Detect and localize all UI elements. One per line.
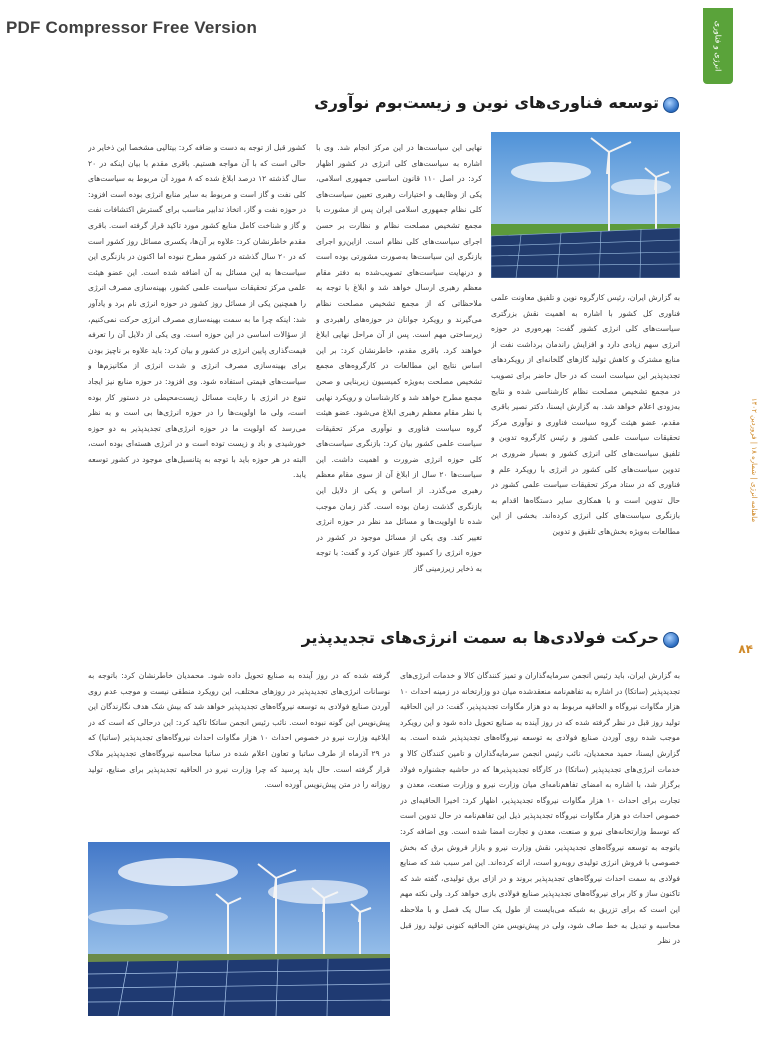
- globe-icon: [663, 97, 679, 113]
- article1-column-right: [491, 290, 680, 621]
- article1-left-text: کشور قبل از توجه به دست و ضافه کرد: بیتالیی مشخصا این ذخایر در حالی است که با آن مواجه هستیم. باقری مقدم با بیان اینکه در ۲۰ سال گذشته ۱۲ درصد ابلاغ شده که ۸ مورد آن مربوط به سیاست‌های کلی نفت و گاز است و مربوط به سایر منابع انرژی بوده است افزود: در حوزه نفت و گاز، اتخاذ تدابیر مناسب برای گسترش اکتشافات نفت و گاز و شناخت کامل منابع کشور مورد تاکید قرار گرفته است. باقری مقدم خاطرنشان کرد: علاوه بر آن‌ها، یکسری مسائل روز کشور است که در ۲۰ سال گذشته در کشور مطرح نبوده اما اکنون در بازنگری این سیاست‌ها به این مسائل به آن اضافه شده است. این عضو هیئت علمی مرکز تحقیقات سیاست علمی کشور، بهینه‌سازی مصرف انرژی را همچنین یکی از مسائل روز کشور در حوزه انرژی نام برد و یادآور شد: اینکه چرا ما به سمت بهینه‌سازی مصرف انرژی حرکت نمی‌کنیم، از سؤالات اساسی در این حوزه است. وی یکی از دلایل آن را تعرفه قیمت‌گذاری پایین انرژی در کشور و بیان کرد: باید علاوه بر ناچیز بودن برای بهینه‌سازی مصرف انرژی و شدت انرژی از مکانیزم‌ها و سیاست‌های قیمتی استفاده شود. وی افزود: در حوزه منابع نیز ایجاد تنوع در انرژی با رعایت مسائل زیست‌محیطی در دستور کار بوده است، ولی ما اولویت‌ها را در حوزه انرژی‌ها بی است و به نظر می‌رسد که اولویت ما در حوزه انرژی‌های تجدیدپذیر به دو حوزه خورشیدی و باد و زیست توده است و در انرژی هسته‌ای بوده است، البته در هر حوزه باید با توجه به پتانسیل‌های موجود در کشور توسعه یابد.: [88, 143, 306, 480]
- article1-right-text: به گزارش ایران، رئیس کارگروه نوین و تلفیق معاونت علمی فناوری کل کشور با اشاره به اهمیت نقش بزرگتری سیاست‌های کلی انرژی کشور گفت: بهره‌وری در حوزه انرژی سهم زیادی دارد و افزایش راندمان برداشت نفت از منابع مشترک و کاهش تولید گازهای گلخانه‌ای از رویکردهای تجدیدپذیر این سیاست است که در حال حاضر برای تصویب در مجمع تشخیص مصلحت نظام کارشناسی شده و نتایج به‌زودی اعلام خواهد شد. به گزارش ایسنا، دکتر نصیر باقری مقدم، عضو هیئت گروه سیاست فناوری و نوآوری مرکز تحقیقات سیاست علمی کشور و رئیس کارگروه تدوین و تلفیق سیاست‌های کلی انرژی کشور و بسیار ضروری بر تدوین سیاست‌های کلی کشور در انرژی با رویکرد علم و فناوری که در ستاد مرکز تحقیقات سیاست علمی کشور در حال تدوین است و با همکاری سایر دستگاه‌ها اقدام به بازنگری سیاست‌های کلی انرژی کرده‌اند. بخشی از این مطالعات به‌ویژه بخش‌های تلفیق و تدوین: [491, 293, 680, 536]
- article1-title: توسعه فناوری‌های نوین و زیست‌بوم نوآوری: [314, 93, 659, 112]
- issue-sidebar-text: ماهنامه انرژی | شماره ۱۸ | فروردین ۱۴۰۲: [750, 397, 758, 523]
- solar-wind-photo: [491, 132, 680, 278]
- article2-column-right: [400, 668, 680, 968]
- wind-turbines-solar-field-photo: [88, 842, 390, 1016]
- issue-sidebar: [747, 250, 761, 670]
- article2-left-text: گرفته شده که در روز آینده به صنایع تحویل داده شود. محمدیان خاطرنشان کرد: باتوجه به نوسانات انرژی‌های تجدیدپذیر در روزهای مختلف، این رویکرد منطقی نیست و موجب عدم روی آوردن صنایع فولادی به توسعه نیروگاه‌های تجدیدپذیر خواهد شد که بیش شک هدف نگارندگان این پیش‌نویس این گونه نبوده است. نائب رئیس انجمن ساتکا تاکید کرد: این درحالی که است که در ابلاغیه وزارت نیرو در خصوص احداث ۱۰ هزار مگاوات احداث نیروگاه‌های تجدیدپذیر (ساتبا) که در ۲۹ آذرماه از طرف ساتبا و تعاون اعلام شده در ساتبا محاسبه نیروگاه‌های تجدیدپذیر ملاک قرار گرفته است. حال باید پرسید که چرا وزارت نیرو در الحاقیه تجدیدپذیر برای صنایع، تولید روزانه را در متن پیش‌نویس آورده است.: [88, 671, 390, 790]
- article2-right-text: به گزارش ایران، باید رئیس انجمن سرمایه‌گذاران و تمیز کنندگان کالا و خدمات انرژی‌های تجدیدپذیر (ساتکا) در اشاره به تفاهم‌نامه منعقدشده میان دو وزارتخانه در زمینه احداث ۱۰ هزار مگاوات نیروگاه و الحاقیه مربوط به دو هزار مگاوات تجدیدپذیر، گفت: در این الحاقیه تولید روز قبل در نظر گرفته شده که در روز آینده به صنایع تحویل داده شود و این رویکرد موجب شده روی آوردن صنایع فولادی به توسعه نیروگاه‌های تجدیدپذیر شده است. به گزارش ایسنا، حمید محمدیان، نائب رئیس انجمن سرمایه‌گذاران و تامین کنندگان کالا و خدمات انرژی‌های تجدیدپذیر (ساتکا) در کارگاه تجدیدپذیرها که در حاشیه جشنواره فولاد برگزار شد، با اشاره به امضای تفاهم‌نامه‌ای میان وزارت نیرو و وزارت صنعت، معدن و تجارت برای احداث ۱۰ هزار مگاوات نیروگاه تجدیدپذیر، اظهار کرد: اخیرا الحاقیه‌ای در خصوص احداث دو هزار مگاوات نیروگاه تجدیدپذیر ذیل این تفاهم‌نامه در حال تدوین است که توسط وزارتخانه‌های نیرو و صنعت، معدن و تجارت امضا شده است. وی اضافه کرد: باتوجه به توسعه نیروگاه‌های تجدیدپذیر، نقش وزارت نیرو و بازار فروش برق که بخش خصوصی با فروش انرژی تولیدی روبه‌رو است، ارائه کرده‌اند. این امر سبب شد که صنایع فولادی به سمت احداث نیروگاه‌های تجدیدپذیر بروند و در ازای برق تولیدی، گفته شد که تاکنون ساز و کار برای نیروگاه‌های تجدیدپذیر صنایع فولادی بازی خواهد کرد. ولی نکته مهم این است که برای تزریق به شبکه می‌بایست از طول یک سال یک فصل و با ملاحظه محاسبه و تبدیل به خط صاف شود، ولی در پیش‌نویس متن الحاقیه کنونی تولید روز قبل در نظر: [400, 671, 680, 946]
- section-tab-label: انرژی و فناوری: [713, 20, 723, 72]
- article1-column-middle: [316, 140, 482, 621]
- article1-middle-text: نهایی این سیاست‌ها در این مرکز انجام شد. وی با اشاره به سیاست‌های کلی انرژی در کشور اظهار کرد: در اصل ۱۱۰ قانون اساسی جمهوری اسلامی، یکی از وظایف و اختیارات رهبری تعیین سیاست‌های کلی نظام جمهوری اسلامی ایران پس از مشورت با مجمع تشخیص مصلحت نظام و نظارت بر حسن اجرای سیاست‌های کلی نظام است. ازاین‌رو اجرای بازنگری این سیاست‌ها به‌صورت مشورتی بوده است و درنهایت سیاست‌های تصویب‌شده به دفتر مقام معظم رهبری ارسال خواهد شد و ابلاغ با توجه به ملاحظاتی که از مجمع تشخیص مصلحت نظام می‌گیرند و رویکرد جوانان در حوزه‌های راهبردی و زیرساختی مهم است. پس از آن مراحل نهایی ابلاغ خواهند کرد. باقری مقدم، خاطرنشان کرد: بر این اساس نتایج این مطالعات در کارگروه‌های مجمع تشخیص مصلحت به‌ویژه کمیسیون زیربنایی و صحن مجمع مطرح خواهد شد و کارشناسان و رویکرد نهایی با نظر مقام معظم رهبری ابلاغ می‌شود. عضو هیئت گروه سیاست فناوری و نوآوری مرکز تحقیقات سیاست علمی کشور بیان کرد: بازنگری سیاست‌های کلی حوزه انرژی ضرورت و اهمیت داشت. این سیاست‌ها ۲۰ سال از ابلاغ آن از سوی مقام معظم رهبری می‌گذرد. از اساس و یکی از دلایل این بازنگری گذشت زمان بوده است. گذر زمان موجب شده تا اولویت‌ها و مسائل مد نظر در حوزه انرژی تغییر کند. وی یکی از مسائل موجود در کشور در حوزه انرژی را کمبود گاز عنوان کرد و گفت: با توجه به ذخایر زیرزمینی گاز: [316, 143, 482, 574]
- article1-column-left: [88, 140, 306, 621]
- page-number: ۸۴: [738, 642, 753, 656]
- section-tab: [703, 8, 733, 84]
- globe-icon: [663, 632, 679, 648]
- article2-column-left: [88, 668, 390, 838]
- watermark-text: PDF Compressor Free Version: [6, 18, 258, 37]
- article2-title: حرکت فولادی‌ها به سمت انرژی‌های تجدیدپذیر: [301, 628, 659, 647]
